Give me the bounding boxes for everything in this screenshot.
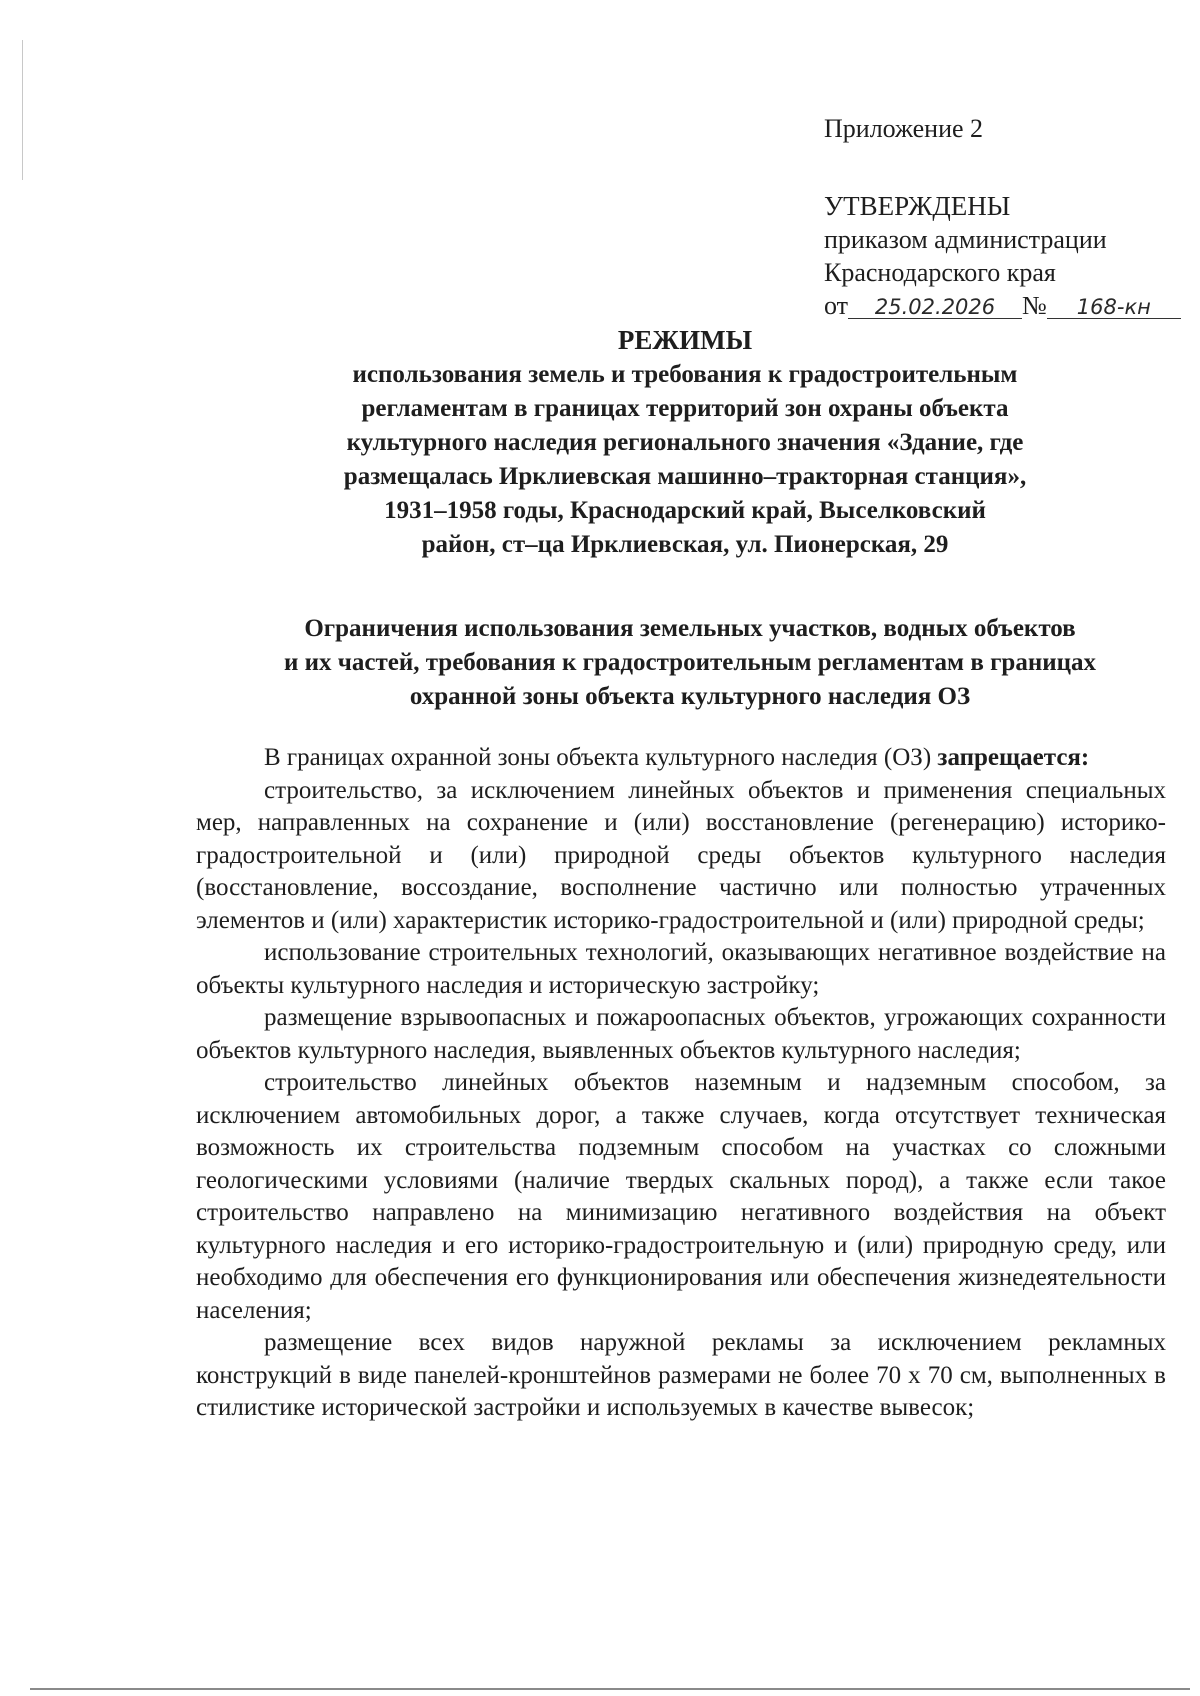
prohibition-item: размещение взрывоопасных и пожароопасных объектов, угрожающих сохранности объектов культурного наследия, выявленных объектов культурного наследия;	[196, 1004, 1166, 1064]
intro-text: В границах охранной зоны объекта культурного наследия (ОЗ)	[264, 744, 938, 771]
order-date-number	[824, 289, 1184, 322]
scan-edge-bottom	[30, 1688, 1190, 1690]
title-line: регламентам в границах территорий зон охраны объекта	[361, 395, 1009, 422]
title-line: район, ст–ца Ирклиевская, ул. Пионерская, 29	[421, 531, 949, 558]
title-line: использования земель и требования к градостроительным	[352, 361, 1018, 388]
section-heading-line: Ограничения использования земельных участков, водных объектов	[304, 615, 1076, 642]
approved-label: УТВЕРЖДЕНЫ	[824, 191, 1011, 221]
prohibition-item: строительство линейных объектов наземным и надземным способом, за исключением автомобильных дорог, а также случаев, когда отсутствует техническая возможность их строительства подземным способом на участках со сложными геологическими условиями (наличие твердых скальных пород), а также если такое строительство направлено на минимизацию негативного воздействия на объект культурного наследия и его историко-градостроительную и (или) природную среду, или необходимо для обеспечения его функционирования или обеспечения жизнедеятельности населения;	[196, 1069, 1166, 1324]
title-line: размещалась Ирклиевская машинно–тракторная станция»,	[343, 463, 1027, 490]
prohibition-item: размещение всех видов наружной рекламы за исключением рекламных конструкций в виде панелей-кронштейнов размерами не более 70 х 70 см, выполненных в стилистике исторической застройки и используемых в качестве вывесок;	[196, 1329, 1166, 1421]
title-main: РЕЖИМЫ	[617, 325, 753, 355]
handwritten-number: 168-кн	[1047, 296, 1181, 319]
prohibition-item: строительство, за исключением линейных объектов и применения специальных мер, направленных на сохранение и (или) восстановление (регенерацию) историко-градостроительной и (или) природной среды объектов культурного наследия (восстановление, воссоздание, восполнение частично или полностью утраченных элементов и (или) характеристик историко-градостроительной и (или) природной среды;	[196, 776, 1166, 934]
title-line: 1931–1958 годы, Краснодарский край, Выселковский	[384, 497, 986, 524]
intro-paragraph	[196, 742, 1166, 775]
handwritten-date: 25.02.2026	[848, 296, 1022, 319]
from-prefix: от	[824, 291, 849, 320]
section-heading	[190, 612, 1190, 714]
order-line-1: приказом администрации	[824, 225, 1107, 254]
body-text	[196, 742, 1166, 1425]
scan-edge-left	[22, 40, 23, 180]
appendix-label: Приложение 2	[824, 114, 984, 143]
document-title	[160, 322, 1200, 562]
order-line-2: Краснодарского края	[824, 258, 1056, 287]
number-sign: №	[1022, 291, 1047, 320]
title-subtitle	[160, 358, 1200, 562]
approval-block	[824, 112, 1184, 322]
prohibited-label: запрещается:	[937, 744, 1090, 771]
title-line: культурного наследия регионального значения «Здание, где	[346, 429, 1024, 456]
section-heading-line: и их частей, требования к градостроительным регламентам в границах	[283, 649, 1097, 676]
prohibition-item: использование строительных технологий, оказывающих негативное воздействие на объекты культурного наследия и историческую застройку;	[196, 939, 1166, 999]
section-heading-line: охранной зоны объекта культурного наследия ОЗ	[409, 683, 971, 710]
